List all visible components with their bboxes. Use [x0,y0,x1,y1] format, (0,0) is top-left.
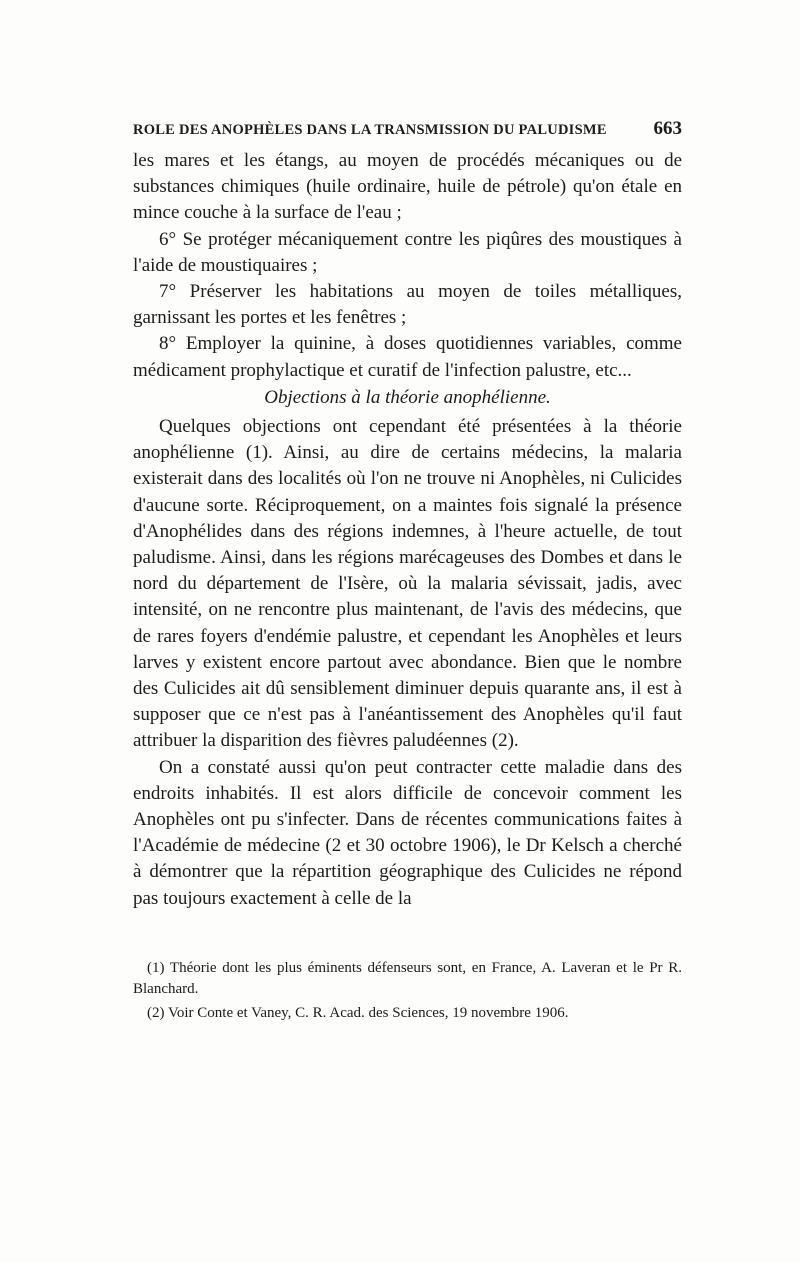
paragraph-continuation: les mares et les étangs, au moyen de procédés mécaniques ou de substances chimiques (huile ordinaire, huile de pétrole) qu'on étale en mince couche à la surface de l'eau ; [133,150,682,224]
section-heading: Objections à la théorie anophélienne. [264,386,551,408]
paragraph-objections: Quelques objections ont cependant été présentées à la théorie anophélienne (1). Ainsi, au dire de certains médecins, la malaria existerait dans des localités où l'on ne trouve ni Anophèles, ni Culicides d'aucune sorte. Réciproquement, on a maintes fois signalé la présence d'Anophélides dans des régions indemnes, à l'heure actuelle, de tout paludisme. Ainsi, dans les régions marécageuses des Dombes et dans le nord du département de l'Isère, où la malaria sévissait, jadis, avec intensité, on ne rencontre plus maintenant, de l'avis des médecins, que de rares foyers d'endémie palustre, et cependant les Anophèles et leurs larves y existent encore partout avec abondance. Bien que le nombre des Culicides ait dû sensiblement diminuer depuis quarante ans, il est à supposer que ce n'est pas à l'anéantissement des Anophèles qu'il faut attribuer la disparition des fièvres paludéennes (2). [133,416,682,752]
paragraph-item-6: 6° Se protéger mécaniquement contre les piqûres des moustiques à l'aide de moustiquaires ; [133,228,682,276]
footnote-2: (2) Voir Conte et Vaney, C. R. Acad. des Sciences, 19 novembre 1906. [147,1005,569,1021]
running-title: ROLE DES ANOPHÈLES DANS LA TRANSMISSION DU PALUDISME [133,122,607,138]
page-number: 663 [653,118,682,139]
footnote-1: (1) Théorie dont les plus éminents défenseurs sont, en France, A. Laveran et le Pr R. Blanchard. [133,960,682,997]
footnotes [133,958,682,1028]
body-text [133,148,682,912]
paragraph-item-7: 7° Préserver les habitations au moyen de toiles métalliques, garnissant les portes et les fenêtres ; [133,281,682,329]
paragraph-item-8: 8° Employer la quinine, à doses quotidiennes variables, comme médicament prophylactique et curatif de l'infection palustre, etc... [133,333,682,381]
paragraph-inhabited-places: On a constaté aussi qu'on peut contracter cette maladie dans des endroits inhabités. Il est alors difficile de concevoir comment les Anophèles ont pu s'infecter. Dans de récentes communications faites à l'Académie de médecine (2 et 30 octobre 1906), le Dr Kelsch a cherché à démontrer que la répartition géographique des Culicides ne répond pas toujours exactement à celle de la [133,756,682,909]
page-header [133,118,682,140]
